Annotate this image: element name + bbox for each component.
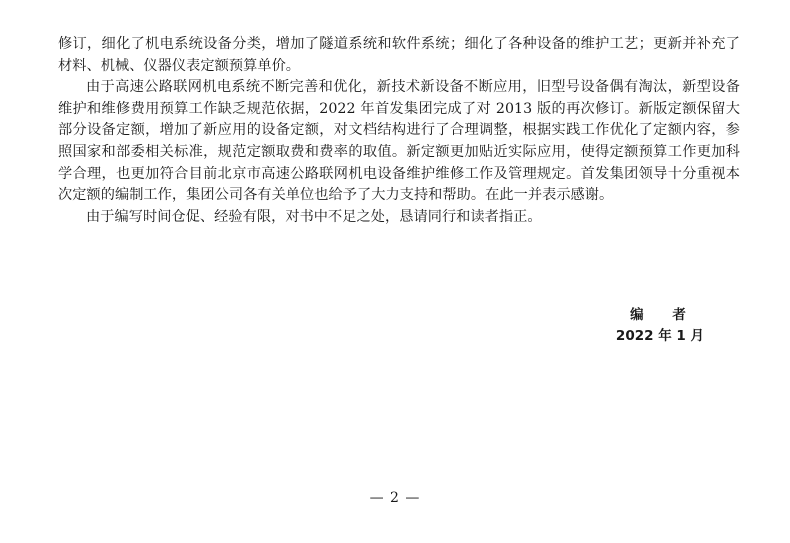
page-number: — 2 — xyxy=(369,490,421,506)
signature-date: 2022 年 1 月 xyxy=(615,328,704,344)
paragraph-continuation: 修订，细化了机电系统设备分类，增加了隧道系统和软件系统；细化了各种设备的维护工艺；更新并补充了材料、机械、仪器仪表定额预算单价。 xyxy=(58,36,740,74)
signature-author: 编 者 xyxy=(630,307,698,323)
body-text xyxy=(58,34,740,228)
paragraph-revision-details: 由于高速公路联网机电系统不断完善和优化，新技术新设备不断应用，旧型号设备偶有淘汰，新型设备维护和维修费用预算工作缺乏规范依据，2022 年首发集团完成了对 2013 版的再次修订。新版定额保留大部分设备定额，增加了新应用的设备定额，对文档结构进行了合理调整，根据实践工作优化了定额内容，参照国家和部委相关标准，规范定额取费和费率的取值。新定额更加贴近实际应用，使得定额预算工作更加科学合理，也更加符合目前北京市高速公路联网机电设备维护维修工作及管理规定。首发集团领导十分重视本次定额的编制工作，集团公司各有关单位也给予了大力支持和帮助。在此一并表示感谢。 xyxy=(58,79,740,204)
paragraph-closing-note: 由于编写时间仓促、经验有限，对书中不足之处，恳请同行和读者指正。 xyxy=(86,208,542,225)
